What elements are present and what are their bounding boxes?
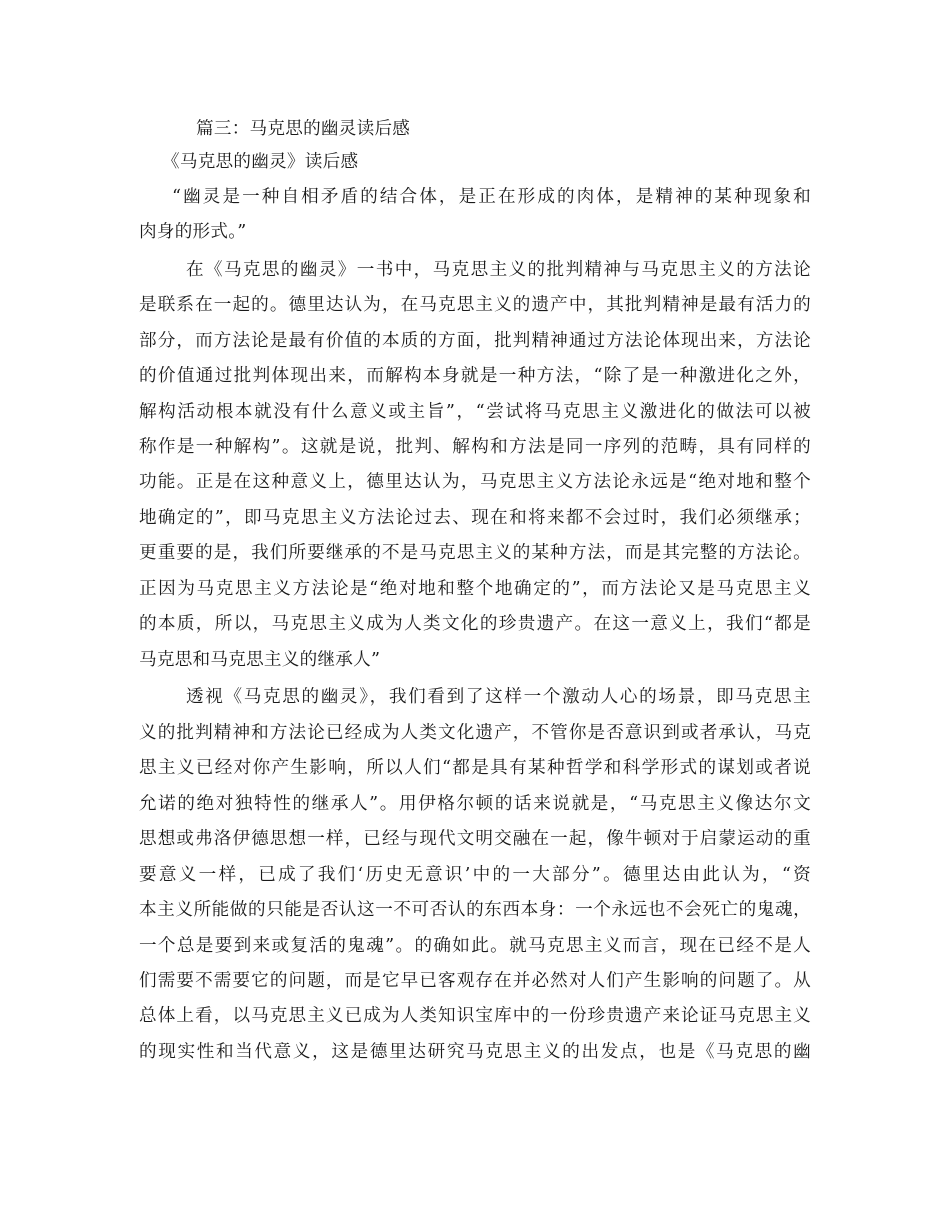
paragraph-line: 正因为马克思主义方法论是“绝对地和整个地确定的”，而方法论又是马克思主义: [139, 579, 811, 599]
paragraph-line: 思主义已经对你产生影响，所以人们“都是具有某种哲学和科学形式的谋划或者说: [139, 758, 811, 778]
paragraph-line: 的本质，所以，马克思主义成为人类文化的珍贵遗产。在这一意义上，我们“都是: [139, 614, 811, 634]
paragraph-line: 的现实性和当代意义，这是德里达研究马克思主义的出发点，也是《马克思的幽: [139, 1042, 811, 1062]
paragraph-line: 功能。正是在这种意义上，德里达认为，马克思主义方法论永远是“绝对地和整个: [139, 472, 811, 492]
paragraph-line: 部分，而方法论是最有价值的本质的方面，批判精神通过方法论体现出来，方法论: [139, 331, 811, 351]
document-subtitle: 《马克思的幽灵》读后感: [162, 152, 359, 172]
paragraph-line: 在《马克思的幽灵》一书中，马克思主义的批判精神与马克思主义的方法论: [186, 260, 811, 280]
paragraph-line: 更重要的是，我们所要继承的不是马克思主义的某种方法，而是其完整的方法论。: [139, 543, 811, 563]
paragraph-line: 解构活动根本就没有什么意义或主旨”，“尝试将马克思主义激进化的做法可以被: [139, 402, 811, 422]
quote-line: 肉身的形式。”: [139, 222, 247, 242]
paragraph-line: 是联系在一起的。德里达认为，在马克思主义的遗产中，其批判精神是最有活力的: [139, 295, 811, 315]
section-heading: 篇三：马克思的幽灵读后感: [196, 119, 411, 139]
paragraph-line: 们需要不需要它的问题，而是它早已客观存在并必然对人们产生影响的问题了。从: [139, 971, 811, 991]
paragraph-line: 本主义所能做的只能是否认这一不可否认的东西本身：一个永远也不会死亡的鬼魂，: [139, 900, 811, 920]
quote-line: “幽灵是一种自相矛盾的结合体，是正在形成的肉体，是精神的某种现象和: [172, 187, 811, 207]
paragraph-line: 透视《马克思的幽灵》，我们看到了这样一个激动人心的场景，即马克思主: [186, 687, 811, 707]
paragraph-line: 要意义一样，已成了我们‘历史无意识’中的一大部分”。德里达由此认为，“资: [139, 865, 811, 885]
paragraph-line: 一个总是要到来或复活的鬼魂”。的确如此。就马克思主义而言，现在已经不是人: [139, 936, 811, 956]
paragraph-line: 允诺的绝对独特性的继承人”。用伊格尔顿的话来说就是，“马克思主义像达尔文: [139, 794, 811, 814]
paragraph-line: 义的批判精神和方法论已经成为人类文化遗产，不管你是否意识到或者承认，马克: [139, 723, 811, 743]
paragraph-line: 思想或弗洛伊德思想一样，已经与现代文明交融在一起，像牛顿对于启蒙运动的重: [139, 829, 811, 849]
paragraph-line: 的价值通过批判体现出来，而解构本身就是一种方法，“除了是一种激进化之外，: [139, 366, 811, 386]
paragraph-line: 总体上看，以马克思主义已成为人类知识宝库中的一份珍贵遗产来论证马克思主义: [139, 1006, 811, 1026]
paragraph-line: 马克思和马克思主义的继承人”: [139, 650, 381, 670]
paragraph-line: 地确定的”，即马克思主义方法论过去、现在和将来都不会过时，我们必须继承；: [139, 508, 811, 528]
paragraph-line: 称作是一种解构”。这就是说，批判、解构和方法是同一序列的范畴，具有同样的: [139, 437, 811, 457]
